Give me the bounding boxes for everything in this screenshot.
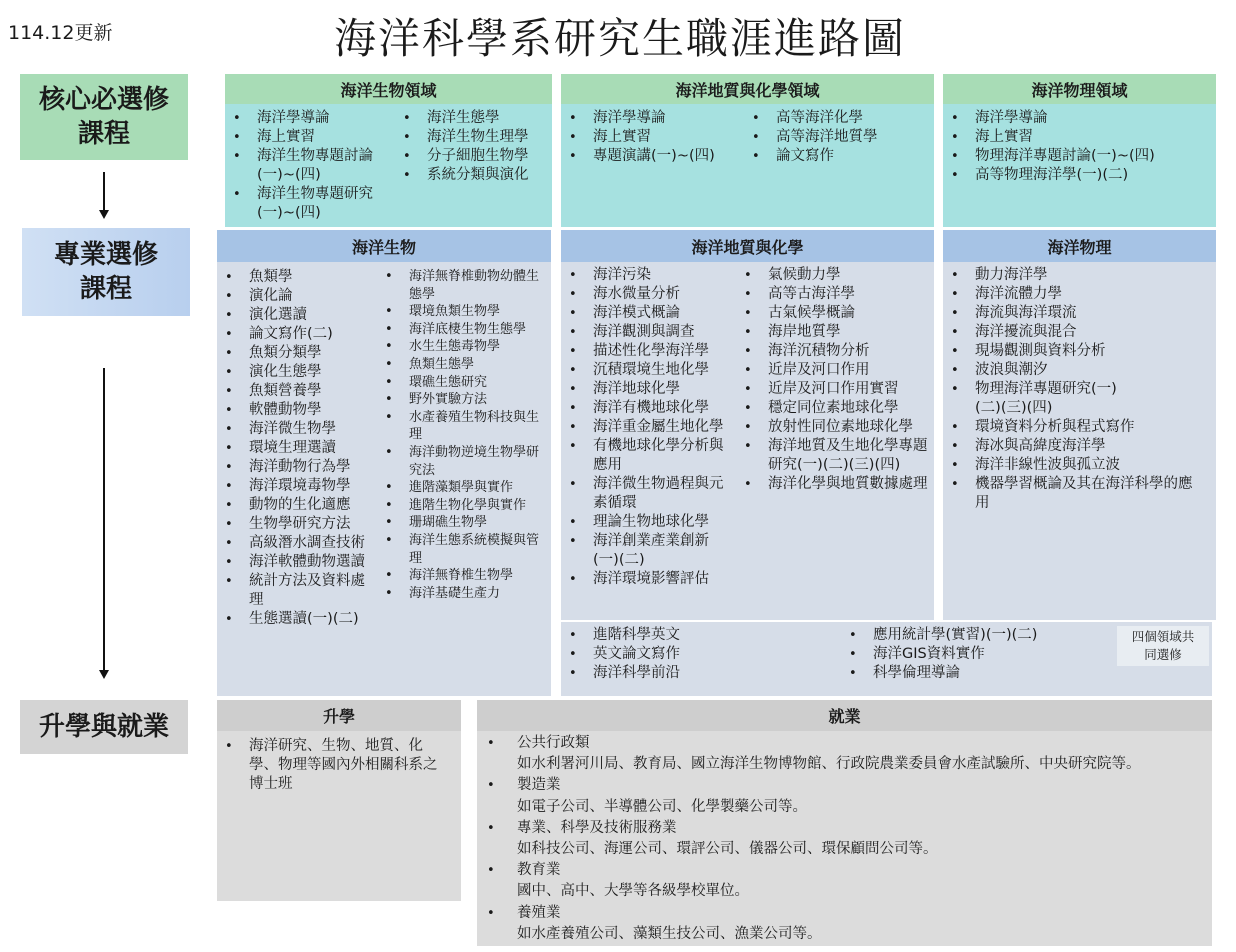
list-item: • 環境魚類生物學 <box>377 303 549 321</box>
list-item: • 近岸及河口作用實習 <box>736 380 928 399</box>
employment-category: • 公共行政類 <box>517 735 590 751</box>
list-item: • 海洋擾流與混合 <box>943 323 1205 342</box>
list-item: • 動物的生化適應 <box>217 496 379 515</box>
list-item: • 海上實習 <box>561 128 741 147</box>
list-item: • 海洋基礎生產力 <box>377 585 549 603</box>
elective-geo-list-1 <box>561 266 733 589</box>
core-bio-panel <box>225 104 552 227</box>
elective-common-panel <box>561 622 1212 696</box>
core-geo-header: 海洋地質與化學領域 <box>561 74 934 104</box>
arrow-core-to-elective <box>103 172 105 214</box>
arrow-head-1 <box>99 210 109 219</box>
elective-geo-panel <box>561 262 934 620</box>
core-phy-header: 海洋物理領域 <box>943 74 1216 104</box>
list-item: • 魚類營養學 <box>217 382 379 401</box>
core-phy-panel <box>943 104 1216 227</box>
list-item: • 野外實驗方法 <box>377 391 549 409</box>
list-item: • 海洋底棲生物生態學 <box>377 321 549 339</box>
list-item: • 海洋無脊椎動物幼體生態學 <box>377 268 549 303</box>
core-bio-list-2 <box>395 109 552 185</box>
list-item: • 海洋學導論 <box>561 109 741 128</box>
list-item: • 海洋化學與地質數據處理 <box>736 475 928 494</box>
arrow-elective-to-career <box>103 368 105 672</box>
list-item: • 海洋環境毒物學 <box>217 477 379 496</box>
list-item: • 高等海洋地質學 <box>744 128 934 147</box>
list-item: • 進階生物化學與實作 <box>377 497 549 515</box>
elective-bio-header: 海洋生物 <box>217 230 551 262</box>
list-item: • 海洋微生物過程與元素循環 <box>561 475 733 513</box>
list-item: • 海岸地質學 <box>736 323 928 342</box>
employment-detail: 如水利署河川局、教育局、國立海洋生物博物館、行政院農業委員會水產試驗所、中央研究院等。 <box>517 756 1141 773</box>
list-item: • 環境生理選讀 <box>217 439 379 458</box>
employment-detail: 如水產養殖公司、藻類生技公司、漁業公司等。 <box>517 925 822 942</box>
list-item: • 海洋軟體動物選讀 <box>217 553 379 572</box>
list-item: • 系統分類與演化 <box>395 166 552 185</box>
list-item <box>477 818 1212 860</box>
core-geo-list-1 <box>561 109 741 166</box>
list-item: • 論文寫作(二) <box>217 325 379 344</box>
list-item: • 魚類分類學 <box>217 344 379 363</box>
employment-panel <box>477 731 1212 946</box>
elective-phy-list <box>943 266 1205 513</box>
list-item: • 海洋微生物學 <box>217 420 379 439</box>
list-item: • 物理海洋專題討論(一)~(四) <box>943 147 1216 166</box>
list-item: • 分子細胞生物學 <box>395 147 552 166</box>
list-item: • 海冰與高緯度海洋學 <box>943 437 1205 456</box>
list-item: • 海洋無脊椎生物學 <box>377 567 549 585</box>
employment-list <box>477 733 1212 945</box>
list-item: • 海洋生態系統模擬與管理 <box>377 532 549 567</box>
list-item: • 應用統計學(實習)(一)(二) <box>841 626 1111 645</box>
list-item: • 水生生態毒物學 <box>377 338 549 356</box>
list-item: • 海洋GIS資料實作 <box>841 645 1111 664</box>
core-phy-list <box>943 109 1216 185</box>
list-item: • 魚類學 <box>217 268 379 287</box>
row-label-core: 核心必選修 課程 <box>20 74 188 160</box>
list-item: • 放射性同位素地球化學 <box>736 418 928 437</box>
common-elective-note: 四個領域共同選修 <box>1117 626 1209 666</box>
list-item: • 軟體動物學 <box>217 401 379 420</box>
list-item: • 海洋地球化學 <box>561 380 733 399</box>
page-title: 海洋科學系研究生職涯進路圖 <box>333 14 906 63</box>
list-item: • 演化生態學 <box>217 363 379 382</box>
employment-category: • 養殖業 <box>517 904 561 921</box>
list-item <box>477 860 1212 902</box>
further-study-panel <box>217 731 461 901</box>
elective-bio-list-2 <box>377 268 549 602</box>
list-item: • 進階藻類學與實作 <box>377 479 549 497</box>
employment-category: • 製造業 <box>517 777 561 794</box>
list-item: • 海洋科學前沿 <box>561 664 831 683</box>
list-item: • 英文論文寫作 <box>561 645 831 664</box>
list-item: • 沉積環境生地化學 <box>561 361 733 380</box>
list-item: • 穩定同位素地球化學 <box>736 399 928 418</box>
list-item: • 科學倫理導論 <box>841 664 1111 683</box>
list-item: • 古氣候學概論 <box>736 304 928 323</box>
list-item: • 波浪與潮汐 <box>943 361 1205 380</box>
list-item: • 海上實習 <box>225 128 387 147</box>
list-item: • 海洋沉積物分析 <box>736 342 928 361</box>
list-item: • 氣候動力學 <box>736 266 928 285</box>
list-item: • 海水微量分析 <box>561 285 733 304</box>
list-item: • 海洋生態學 <box>395 109 552 128</box>
list-item: • 環境資料分析與程式寫作 <box>943 418 1205 437</box>
list-item: • 海洋污染 <box>561 266 733 285</box>
list-item: • 海洋觀測與調查 <box>561 323 733 342</box>
elective-phy-header: 海洋物理 <box>943 230 1216 262</box>
elective-common-list-1 <box>561 626 831 683</box>
list-item: • 高等物理海洋學(一)(二) <box>943 166 1216 185</box>
further-study-list <box>217 737 451 794</box>
list-item: • 海洋動物行為學 <box>217 458 379 477</box>
elective-geo-list-2 <box>736 266 928 494</box>
list-item: • 高級潛水調查技術 <box>217 534 379 553</box>
list-item: • 演化選讀 <box>217 306 379 325</box>
list-item: • 海洋地質及生地化學專題研究(一)(二)(三)(四) <box>736 437 928 475</box>
list-item: • 專題演講(一)~(四) <box>561 147 741 166</box>
elective-bio-list-1 <box>217 268 379 629</box>
list-item: • 海洋模式概論 <box>561 304 733 323</box>
list-item: • 演化論 <box>217 287 379 306</box>
core-bio-header: 海洋生物領域 <box>225 74 552 104</box>
employment-header: 就業 <box>477 700 1212 731</box>
list-item: • 論文寫作 <box>744 147 934 166</box>
list-item: • 動力海洋學 <box>943 266 1205 285</box>
list-item: • 描述性化學海洋學 <box>561 342 733 361</box>
core-bio-list-1 <box>225 109 387 223</box>
list-item: • 魚類生態學 <box>377 356 549 374</box>
list-item: • 物理海洋專題研究(一)(二)(三)(四) <box>943 380 1205 418</box>
employment-category: • 教育業 <box>517 862 561 879</box>
employment-detail: 國中、高中、大學等各級學校單位。 <box>517 883 749 900</box>
row-label-career: 升學與就業 <box>20 700 188 754</box>
list-item: • 海洋重金屬生地化學 <box>561 418 733 437</box>
list-item: • 海洋生物專題討論(一)~(四) <box>225 147 387 185</box>
list-item: • 海洋研究、生物、地質、化學、物理等國內外相關科系之博士班 <box>217 737 451 794</box>
list-item: • 海流與海洋環流 <box>943 304 1205 323</box>
list-item: • 海洋流體力學 <box>943 285 1205 304</box>
update-note: 114.12更新 <box>8 22 113 44</box>
list-item: • 有機地球化學分析與應用 <box>561 437 733 475</box>
list-item: • 水產養殖生物科技與生理 <box>377 409 549 444</box>
list-item: • 理論生物地球化學 <box>561 513 733 532</box>
elective-phy-panel <box>943 262 1216 620</box>
list-item: • 海洋生物生理學 <box>395 128 552 147</box>
list-item: • 高等海洋化學 <box>744 109 934 128</box>
elective-bio-panel <box>217 262 551 696</box>
list-item: • 海洋學導論 <box>943 109 1216 128</box>
list-item <box>477 733 1212 775</box>
list-item: • 生態選讀(一)(二) <box>217 610 379 629</box>
list-item: • 海洋有機地球化學 <box>561 399 733 418</box>
further-study-header: 升學 <box>217 700 461 731</box>
list-item <box>477 903 1212 945</box>
list-item: • 海洋生物專題研究(一)~(四) <box>225 185 387 223</box>
row-label-elective: 專業選修 課程 <box>22 228 190 316</box>
list-item: • 統計方法及資料處理 <box>217 572 379 610</box>
list-item: • 海洋動物逆境生物學研究法 <box>377 444 549 479</box>
list-item: • 高等古海洋學 <box>736 285 928 304</box>
core-geo-panel <box>561 104 934 227</box>
list-item: • 近岸及河口作用 <box>736 361 928 380</box>
list-item <box>477 775 1212 817</box>
list-item: • 進階科學英文 <box>561 626 831 645</box>
list-item: • 現場觀測與資料分析 <box>943 342 1205 361</box>
list-item: • 海洋非線性波與孤立波 <box>943 456 1205 475</box>
arrow-head-2 <box>99 670 109 679</box>
list-item: • 海洋環境影響評估 <box>561 570 733 589</box>
elective-geo-header: 海洋地質與化學 <box>561 230 934 262</box>
employment-category: • 專業、科學及技術服務業 <box>517 819 677 836</box>
list-item: • 珊瑚礁生物學 <box>377 514 549 532</box>
list-item: • 生物學研究方法 <box>217 515 379 534</box>
list-item: • 海洋創業產業創新(一)(二) <box>561 532 733 570</box>
elective-common-list-2 <box>841 626 1111 683</box>
list-item: • 海上實習 <box>943 128 1216 147</box>
list-item: • 環礁生態研究 <box>377 374 549 392</box>
list-item: • 機器學習概論及其在海洋科學的應用 <box>943 475 1205 513</box>
core-geo-list-2 <box>744 109 934 166</box>
employment-detail: 如科技公司、海運公司、環評公司、儀器公司、環保顧問公司等。 <box>517 841 938 858</box>
list-item: • 海洋學導論 <box>225 109 387 128</box>
employment-detail: 如電子公司、半導體公司、化學製藥公司等。 <box>517 798 807 815</box>
